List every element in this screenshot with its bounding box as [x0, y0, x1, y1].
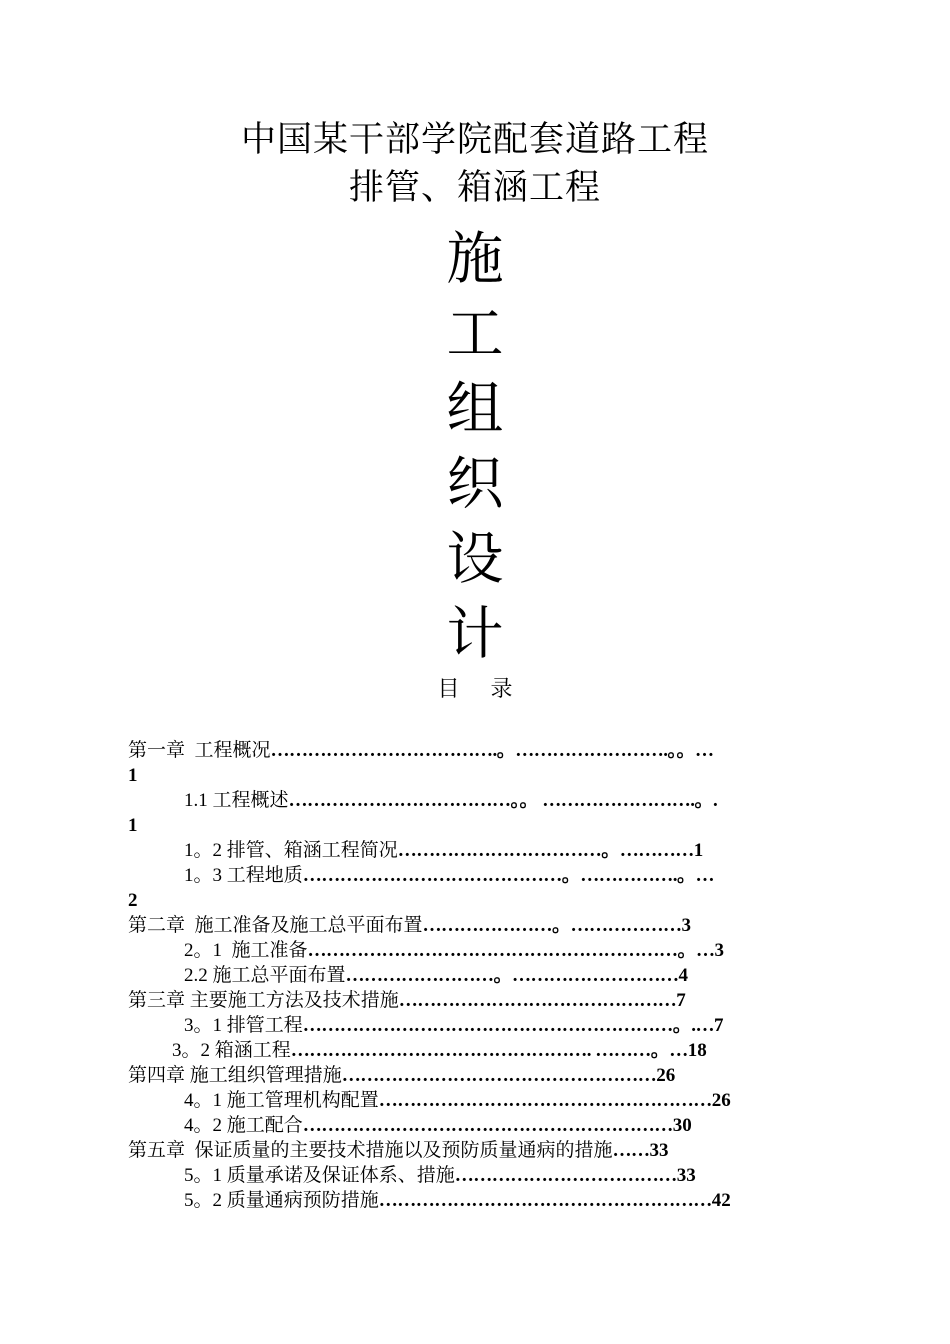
toc-entry-page: 1 — [128, 815, 138, 836]
toc-entry[interactable] — [128, 938, 828, 963]
toc-entry-leader: ……………………………………………………。… — [307, 940, 715, 961]
project-title-line-1: 中国某干部学院配套道路工程 — [240, 120, 709, 160]
title-char: 工 — [446, 301, 504, 367]
toc-heading: 目 录 — [437, 677, 525, 702]
toc-entry-title: 第四章 施工组织管理措施 — [128, 1065, 342, 1086]
toc-entry-title: 1.1 工程概述 — [184, 790, 289, 811]
toc-entry[interactable] — [128, 863, 828, 888]
toc-entry-page: 1 — [693, 840, 704, 861]
toc-entry-page: 30 — [672, 1115, 692, 1136]
toc-entry-title: 5。1 质量承诺及保证体系、措施 — [184, 1165, 455, 1186]
toc-entry-page-wrap — [128, 813, 828, 838]
toc-entry[interactable] — [128, 788, 828, 813]
toc-entry[interactable] — [128, 1138, 828, 1163]
toc-entry-page: 7 — [714, 1015, 724, 1036]
toc-entry-page: 26 — [711, 1090, 731, 1111]
toc-entry-page: 18 — [687, 1040, 707, 1061]
toc-entry-title: 4。1 施工管理机构配置 — [184, 1090, 379, 1111]
toc-entry-title: 第二章 施工准备及施工总平面布置 — [128, 915, 423, 936]
toc-entry-leader: ……………………………………。…………….。… — [302, 865, 715, 886]
toc-entry-title: 1。3 工程地质 — [184, 865, 303, 886]
toc-entry-page: 2 — [128, 890, 138, 911]
toc-entry-page: 33 — [676, 1165, 696, 1186]
toc-entry[interactable] — [128, 988, 828, 1013]
toc-entry-leader: …………………………………………… — [341, 1065, 657, 1086]
toc-entry-leader: ……………………………… — [454, 1165, 677, 1186]
toc-entry-leader: ……………………。……………………… — [345, 965, 679, 986]
toc-entry-leader: ……………………………………………… — [378, 1190, 712, 1211]
toc-entry-title: 3。2 箱涵工程 — [172, 1040, 291, 1061]
toc-entry-leader: ……………………………………… — [398, 990, 677, 1011]
toc-entry-leader: …………………………………………………… — [302, 1115, 673, 1136]
title-char: 织 — [446, 451, 504, 517]
title-char: 设 — [446, 526, 504, 592]
toc-entry[interactable] — [128, 1088, 828, 1113]
toc-entry-title: 1。2 排管、箱涵工程简况 — [184, 840, 398, 861]
toc-entry-title: 第五章 保证质量的主要技术措施以及预防质量通病的措施 — [128, 1140, 613, 1161]
toc-entry[interactable] — [128, 838, 828, 863]
toc-entry-leader: …………………。……………… — [422, 915, 682, 936]
construction-design-title — [0, 222, 950, 672]
toc-entry-title: 2。1 施工准备 — [184, 940, 308, 961]
toc-entry-page-wrap — [128, 763, 828, 788]
toc-entry-page: 26 — [656, 1065, 676, 1086]
toc-entry[interactable] — [128, 963, 828, 988]
toc-entry-page: 4 — [678, 965, 689, 986]
toc-entry-leader: ……………………………………………… — [378, 1090, 712, 1111]
toc-entry-leader: …………………………………………. ………。… — [290, 1040, 688, 1061]
toc-entry-page: 7 — [676, 990, 686, 1011]
toc-entry-title: 第一章 工程概况 — [128, 740, 271, 761]
toc-entry-leader: ……………………………………………………。.… — [302, 1015, 715, 1036]
project-title-line-2: 排管、箱涵工程 — [348, 168, 601, 208]
toc-entry[interactable] — [128, 738, 828, 763]
toc-entry-title: 4。2 施工配合 — [184, 1115, 303, 1136]
toc-entry-page: 3 — [714, 940, 725, 961]
toc-entry-page-wrap — [128, 888, 828, 913]
toc-entry-leader: ……………………………。………… — [397, 840, 694, 861]
table-of-contents — [128, 738, 828, 1213]
toc-entry-leader: …… — [612, 1140, 650, 1161]
toc-entry-leader: ………………………………。。 …………………….。. — [288, 790, 718, 811]
toc-entry-page: 1 — [128, 765, 138, 786]
title-char: 组 — [446, 376, 504, 442]
toc-entry-page: 33 — [649, 1140, 669, 1161]
toc-entry-title: 第三章 主要施工方法及技术措施 — [128, 990, 399, 1011]
title-char: 计 — [446, 601, 504, 667]
toc-entry-title: 3。1 排管工程 — [184, 1015, 303, 1036]
toc-entry[interactable] — [128, 913, 828, 938]
toc-entry-page: 42 — [711, 1190, 731, 1211]
toc-entry[interactable] — [128, 1038, 828, 1063]
toc-entry[interactable] — [128, 1188, 828, 1213]
toc-entry-page: 3 — [681, 915, 692, 936]
toc-entry-title: 2.2 施工总平面布置 — [184, 965, 346, 986]
toc-entry-title: 5。2 质量通病预防措施 — [184, 1190, 379, 1211]
toc-entry[interactable] — [128, 1113, 828, 1138]
toc-entry[interactable] — [128, 1163, 828, 1188]
title-char: 施 — [446, 226, 504, 292]
toc-entry[interactable] — [128, 1013, 828, 1038]
toc-entry[interactable] — [128, 1063, 828, 1088]
toc-entry-leader: ……………………………….。…………………….。。… — [270, 740, 714, 761]
